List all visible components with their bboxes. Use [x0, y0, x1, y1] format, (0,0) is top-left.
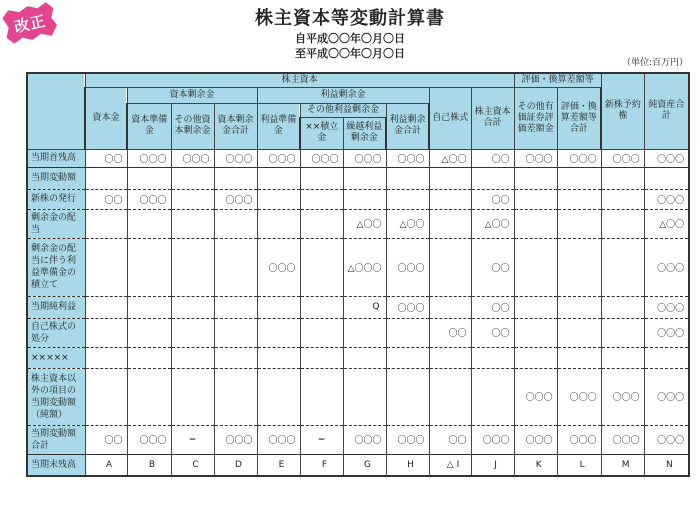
- statement-table: [26, 72, 690, 477]
- table-row: [27, 318, 689, 347]
- period-to: 至平成〇〇年〇月〇日: [295, 47, 405, 60]
- value-cell: [257, 347, 300, 368]
- value-cell: [127, 238, 171, 296]
- value-cell: [257, 318, 300, 347]
- header-equity-total: 株主資本合計: [471, 87, 514, 149]
- value-cell: △ I: [429, 454, 471, 476]
- value-cell: [300, 318, 343, 347]
- document-title: 株主資本等変動計算書: [255, 8, 445, 29]
- table-row: [27, 149, 689, 167]
- value-cell: 〇〇〇: [343, 149, 386, 167]
- table-row: [27, 189, 689, 209]
- value-cell: 〇〇: [471, 149, 514, 167]
- value-cell: [85, 167, 127, 189]
- value-cell: [471, 368, 514, 425]
- value-cell: [514, 167, 557, 189]
- row-label: 新株の発行: [27, 189, 85, 209]
- value-cell: K: [514, 454, 557, 476]
- value-cell: [644, 347, 689, 368]
- value-cell: [386, 167, 429, 189]
- value-cell: [343, 368, 386, 425]
- value-cell: C: [171, 454, 214, 476]
- value-cell: [601, 209, 644, 238]
- value-cell: 〇〇〇: [214, 149, 257, 167]
- value-cell: 〇〇〇: [386, 149, 429, 167]
- value-cell: [171, 296, 214, 318]
- badge-text: 改正: [12, 11, 48, 36]
- value-cell: 〇〇〇: [257, 238, 300, 296]
- value-cell: 〇〇: [85, 425, 127, 454]
- header-stock-options: 新株予約権: [601, 73, 644, 149]
- value-cell: [214, 238, 257, 296]
- value-cell: [471, 167, 514, 189]
- value-cell: H: [386, 454, 429, 476]
- header-xx-reserve: ××積立金: [300, 117, 343, 149]
- header-treasury-stock: 自己株式: [429, 87, 471, 149]
- header-other-securities: その他有価証券評価差額金: [514, 87, 557, 149]
- value-cell: [557, 238, 601, 296]
- value-cell: [171, 189, 214, 209]
- value-cell: [300, 189, 343, 209]
- header-shareholders-equity: 株主資本: [85, 73, 514, 87]
- value-cell: 〇〇〇: [171, 149, 214, 167]
- value-cell: [514, 238, 557, 296]
- value-cell: B: [127, 454, 171, 476]
- value-cell: [429, 189, 471, 209]
- value-cell: 〇〇〇: [601, 149, 644, 167]
- row-label: 株主資本以外の項目の当期変動額（純額）: [27, 368, 85, 425]
- value-cell: [171, 238, 214, 296]
- value-cell: [343, 189, 386, 209]
- value-cell: [386, 347, 429, 368]
- value-cell: [300, 368, 343, 425]
- value-cell: 〇〇〇: [386, 238, 429, 296]
- value-cell: J: [471, 454, 514, 476]
- value-cell: 〇〇〇: [343, 425, 386, 454]
- table-row: [27, 347, 689, 368]
- row-label: 剰余金の配当に伴う利益準備金の積立て: [27, 238, 85, 296]
- table-row: [27, 425, 689, 454]
- value-cell: △〇〇: [386, 209, 429, 238]
- header-valuation-total: 評価・換算差額等合計: [557, 87, 601, 149]
- header-blank-cell: [27, 73, 85, 149]
- value-cell: D: [214, 454, 257, 476]
- value-cell: Q: [343, 296, 386, 318]
- value-cell: [300, 209, 343, 238]
- value-cell: [514, 209, 557, 238]
- value-cell: [557, 209, 601, 238]
- value-cell: [601, 238, 644, 296]
- header-other-retained: その他利益剰余金: [300, 103, 386, 117]
- value-cell: 〇〇〇: [601, 368, 644, 425]
- value-cell: [257, 189, 300, 209]
- value-cell: [171, 318, 214, 347]
- header-retained-earnings: 利益剰余金: [257, 87, 429, 103]
- value-cell: −: [171, 425, 214, 454]
- value-cell: [127, 318, 171, 347]
- value-cell: E: [257, 454, 300, 476]
- row-label: 当期末残高: [27, 454, 85, 476]
- header-capital-reserve: 資本準備金: [127, 103, 171, 149]
- value-cell: [257, 296, 300, 318]
- value-cell: 〇〇〇: [386, 425, 429, 454]
- value-cell: [85, 209, 127, 238]
- value-cell: 〇〇〇: [214, 425, 257, 454]
- value-cell: 〇〇〇: [644, 189, 689, 209]
- value-cell: [214, 296, 257, 318]
- value-cell: [127, 209, 171, 238]
- value-cell: [127, 167, 171, 189]
- value-cell: [514, 296, 557, 318]
- value-cell: 〇〇〇: [257, 425, 300, 454]
- value-cell: [171, 209, 214, 238]
- value-cell: [300, 296, 343, 318]
- value-cell: [429, 368, 471, 425]
- value-cell: [127, 296, 171, 318]
- value-cell: [429, 347, 471, 368]
- value-cell: [557, 318, 601, 347]
- value-cell: 〇〇〇: [644, 368, 689, 425]
- header-net-assets-total: 純資産合計: [644, 73, 689, 149]
- value-cell: 〇〇: [471, 189, 514, 209]
- value-cell: [171, 167, 214, 189]
- row-label: 剰余金の配当: [27, 209, 85, 238]
- period-from: 自平成〇〇年〇月〇日: [295, 32, 405, 45]
- value-cell: 〇〇〇: [557, 149, 601, 167]
- value-cell: [601, 167, 644, 189]
- header-other-capital-surplus: その他資本剰余金: [171, 103, 214, 149]
- header-retained-total: 利益剰余金合計: [386, 103, 429, 149]
- table-row: [27, 296, 689, 318]
- value-cell: 〇〇〇: [257, 149, 300, 167]
- header-capital: 資本金: [85, 87, 127, 149]
- value-cell: 〇〇: [471, 238, 514, 296]
- table-row: [27, 238, 689, 296]
- value-cell: [171, 368, 214, 425]
- value-cell: [85, 296, 127, 318]
- value-cell: 〇〇: [429, 425, 471, 454]
- value-cell: △〇〇: [343, 209, 386, 238]
- table-row: [27, 368, 689, 425]
- value-cell: A: [85, 454, 127, 476]
- value-cell: [557, 167, 601, 189]
- value-cell: △〇〇: [429, 149, 471, 167]
- value-cell: 〇〇: [429, 318, 471, 347]
- value-cell: [557, 189, 601, 209]
- value-cell: [601, 296, 644, 318]
- value-cell: [85, 318, 127, 347]
- value-cell: [601, 318, 644, 347]
- value-cell: [601, 189, 644, 209]
- value-cell: [300, 347, 343, 368]
- value-cell: 〇〇〇: [514, 368, 557, 425]
- value-cell: [214, 167, 257, 189]
- value-cell: 〇〇〇: [557, 425, 601, 454]
- value-cell: 〇〇: [85, 149, 127, 167]
- value-cell: G: [343, 454, 386, 476]
- value-cell: [214, 347, 257, 368]
- value-cell: [386, 368, 429, 425]
- value-cell: 〇〇: [85, 189, 127, 209]
- row-label: ×××××: [27, 347, 85, 368]
- value-cell: 〇〇: [471, 318, 514, 347]
- value-cell: 〇〇〇: [644, 296, 689, 318]
- value-cell: L: [557, 454, 601, 476]
- value-cell: 〇〇〇: [386, 296, 429, 318]
- value-cell: 〇〇〇: [514, 425, 557, 454]
- value-cell: [557, 347, 601, 368]
- value-cell: [429, 167, 471, 189]
- value-cell: 〇〇〇: [601, 425, 644, 454]
- value-cell: [429, 238, 471, 296]
- value-cell: 〇〇〇: [557, 368, 601, 425]
- table-row: [27, 167, 689, 189]
- header-carried-forward: 繰越利益剰余金: [343, 117, 386, 149]
- value-cell: [343, 318, 386, 347]
- row-label: 当期変動額合計: [27, 425, 85, 454]
- value-cell: 〇〇〇: [127, 149, 171, 167]
- value-cell: [514, 189, 557, 209]
- header-earned-reserve: 利益準備金: [257, 103, 300, 149]
- value-cell: [386, 189, 429, 209]
- value-cell: [514, 347, 557, 368]
- value-cell: [300, 238, 343, 296]
- value-cell: 〇〇〇: [644, 149, 689, 167]
- value-cell: [601, 347, 644, 368]
- value-cell: [429, 209, 471, 238]
- value-cell: [644, 167, 689, 189]
- value-cell: 〇〇: [471, 296, 514, 318]
- value-cell: [386, 318, 429, 347]
- value-cell: 〇〇〇: [514, 149, 557, 167]
- value-cell: [171, 347, 214, 368]
- value-cell: [127, 368, 171, 425]
- value-cell: 〇〇〇: [644, 425, 689, 454]
- value-cell: N: [644, 454, 689, 476]
- header-capital-surplus-total: 資本剰余金合計: [214, 103, 257, 149]
- value-cell: 〇〇〇: [127, 189, 171, 209]
- value-cell: △〇〇: [471, 209, 514, 238]
- value-cell: [471, 347, 514, 368]
- value-cell: [514, 318, 557, 347]
- value-cell: [214, 209, 257, 238]
- header-valuation: 評価・換算差額等: [514, 73, 601, 87]
- value-cell: [85, 238, 127, 296]
- row-label: 当期首残高: [27, 149, 85, 167]
- value-cell: −: [300, 425, 343, 454]
- value-cell: [343, 347, 386, 368]
- value-cell: [300, 167, 343, 189]
- value-cell: 〇〇〇: [300, 149, 343, 167]
- value-cell: [214, 318, 257, 347]
- value-cell: [214, 368, 257, 425]
- value-cell: M: [601, 454, 644, 476]
- value-cell: 〇〇〇: [471, 425, 514, 454]
- row-label: 自己株式の処分: [27, 318, 85, 347]
- value-cell: F: [300, 454, 343, 476]
- value-cell: [85, 368, 127, 425]
- row-label: 当期純利益: [27, 296, 85, 318]
- value-cell: [343, 167, 386, 189]
- value-cell: [257, 368, 300, 425]
- value-cell: 〇〇〇: [214, 189, 257, 209]
- value-cell: 〇〇〇: [644, 318, 689, 347]
- value-cell: △〇〇〇: [343, 238, 386, 296]
- value-cell: [85, 347, 127, 368]
- row-label: 当期変動額: [27, 167, 85, 189]
- unit-note: （単位:百万円）: [621, 58, 688, 68]
- value-cell: 〇〇〇: [127, 425, 171, 454]
- value-cell: [429, 296, 471, 318]
- value-cell: [257, 209, 300, 238]
- value-cell: [257, 167, 300, 189]
- value-cell: [557, 296, 601, 318]
- value-cell: [127, 347, 171, 368]
- table-row: [27, 454, 689, 476]
- header-capital-surplus: 資本剰余金: [127, 87, 257, 103]
- value-cell: △〇〇: [644, 209, 689, 238]
- table-row: [27, 209, 689, 238]
- value-cell: 〇〇〇: [644, 238, 689, 296]
